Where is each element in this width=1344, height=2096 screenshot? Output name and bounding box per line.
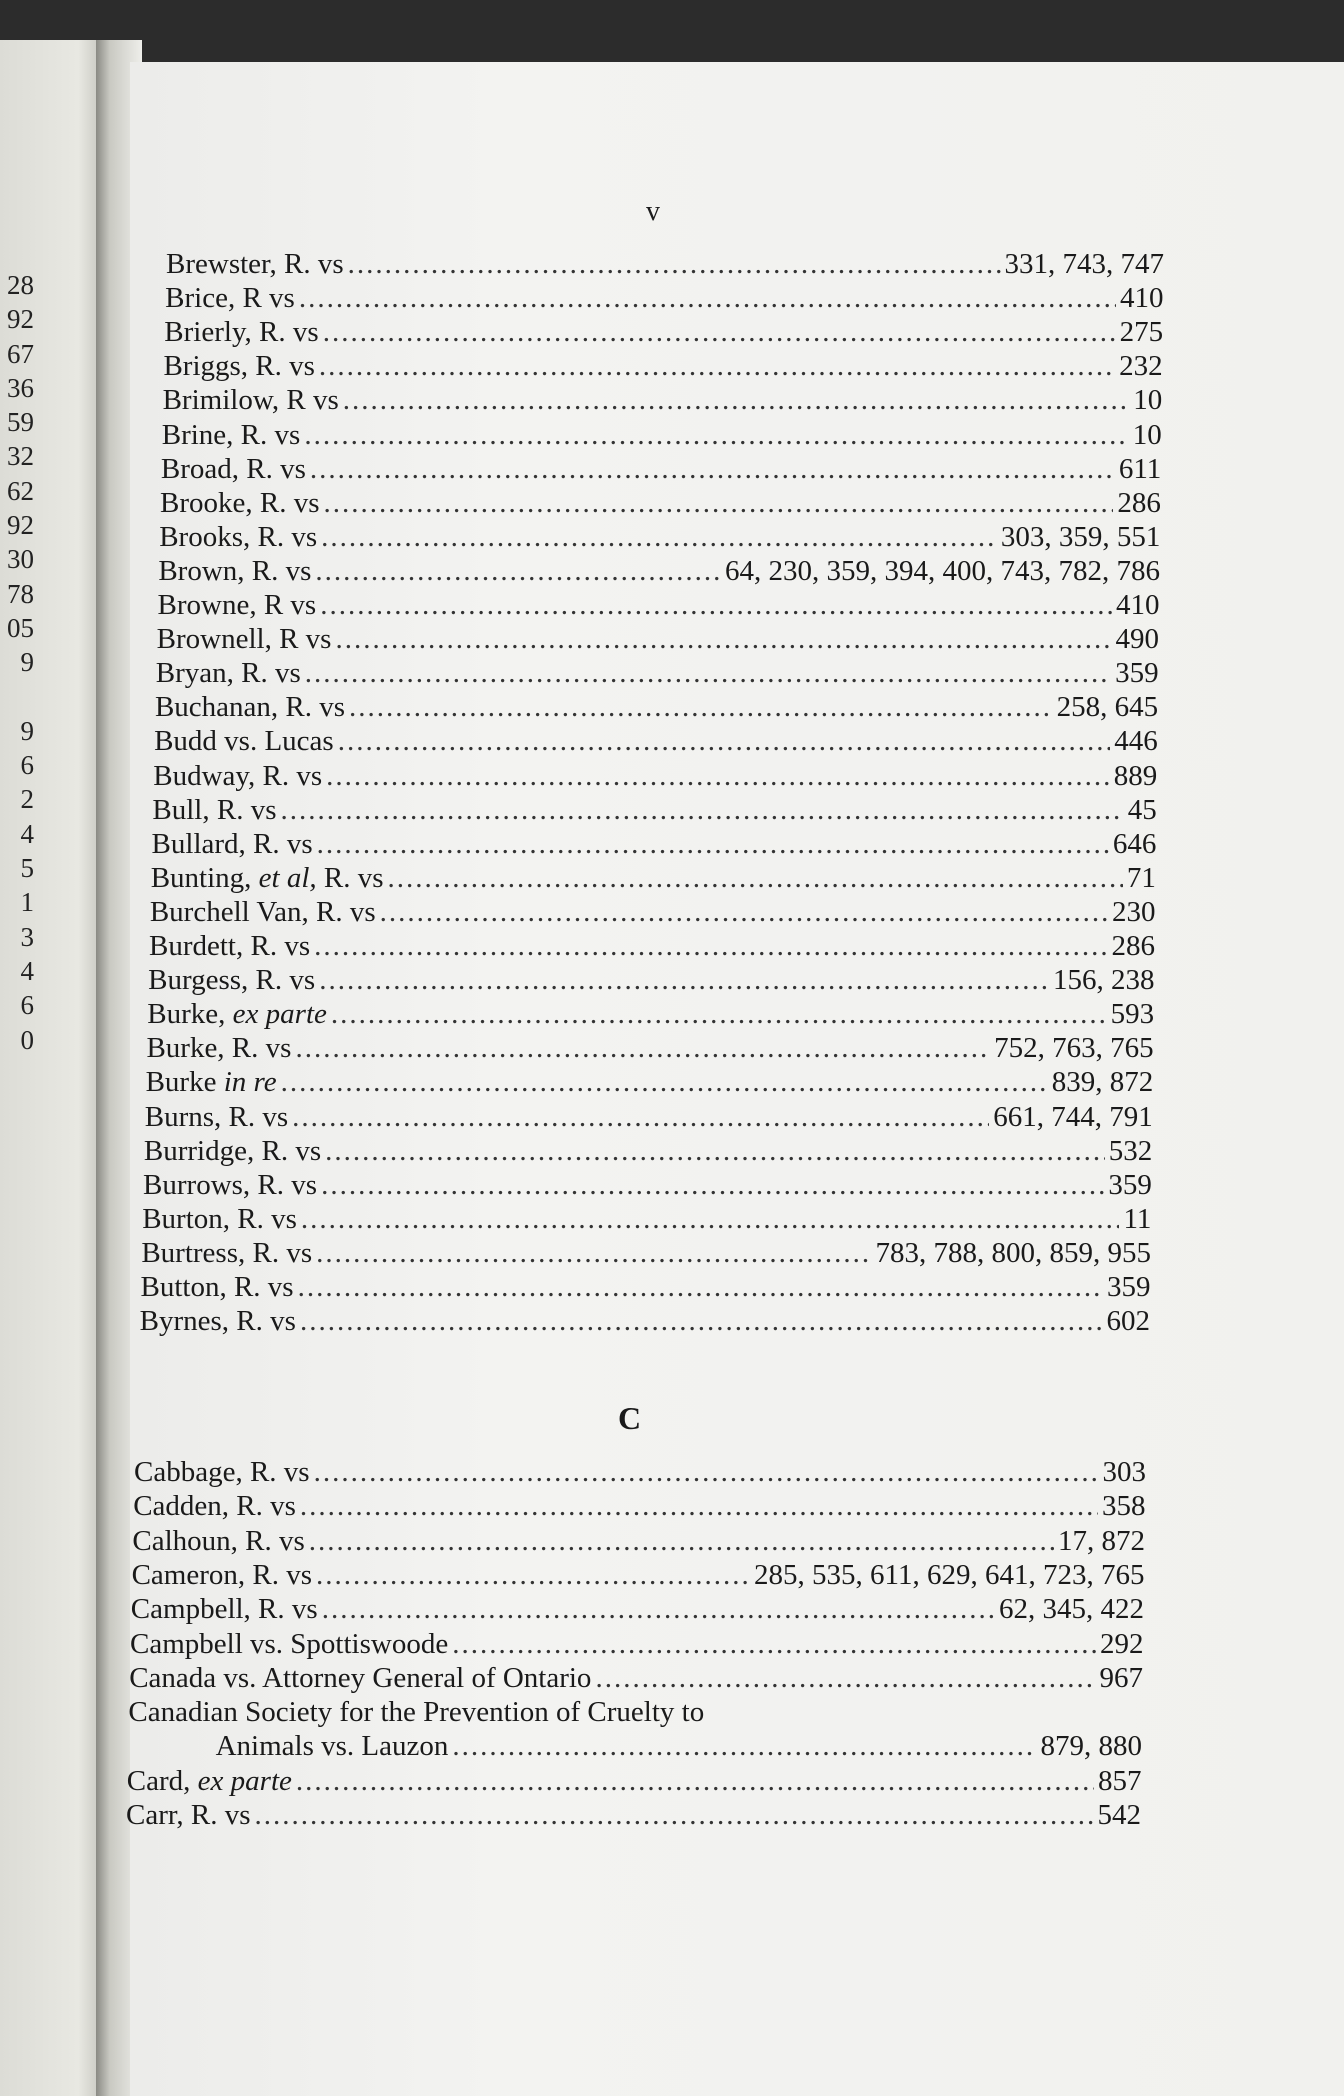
dot-leader [452, 1628, 1096, 1656]
entry-case-name: Burgess, R. vs [148, 964, 316, 997]
dot-leader [281, 1066, 1048, 1094]
entry-latin-phrase: ex parte [197, 1764, 292, 1797]
dot-leader [317, 828, 1109, 856]
entry-page-numbers: 410 [1120, 282, 1164, 315]
index-entry [132, 1525, 1145, 1559]
entry-page-numbers: 285, 535, 611, 629, 641, 723, 765 [754, 1558, 1145, 1591]
entry-page-numbers: 359 [1107, 1271, 1151, 1303]
entry-case-name: Burrows, R. vs [143, 1168, 318, 1201]
entry-page-numbers: 410 [1116, 589, 1160, 621]
index-entry [150, 896, 1156, 930]
dot-leader [321, 521, 997, 549]
entry-case-name: Briggs, R. vs [163, 350, 315, 383]
dot-leader [296, 1765, 1094, 1793]
entry-case-name: Burchell Van, R. vs [149, 895, 376, 928]
entry-page-numbers: 857 [1097, 1764, 1142, 1797]
facing-page-number: 3 [20, 921, 34, 952]
facing-page-number: 5 [20, 853, 34, 884]
entry-case-name: Campbell, R. vs [130, 1593, 318, 1626]
index-entry [152, 828, 1157, 862]
dot-leader [255, 1799, 1094, 1827]
entry-page-numbers: 542 [1097, 1799, 1141, 1831]
dot-leader [314, 930, 1107, 958]
entry-case-name: Buchanan, R. vs [154, 691, 346, 724]
facing-page-number: 4 [20, 818, 34, 849]
entry-page-numbers: 232 [1119, 350, 1163, 383]
index-entry [166, 248, 1164, 282]
entry-page-numbers: 331, 743, 747 [1004, 248, 1164, 280]
index-entry [157, 623, 1159, 657]
dot-leader [323, 316, 1116, 344]
entry-case-name: Brooke, R. vs [160, 486, 320, 519]
entry-case-name: Brown, R. vs [158, 554, 312, 587]
index-entry [163, 384, 1163, 418]
dot-leader [452, 1730, 1036, 1758]
index-entry [142, 1203, 1151, 1237]
facing-page-number: 67 [7, 338, 34, 369]
dot-leader [338, 725, 1110, 753]
index-entry [161, 453, 1161, 487]
entry-page-numbers: 303, 359, 551 [1000, 520, 1161, 553]
entry-case-name: Cabbage, R. vs [134, 1456, 310, 1488]
entry-case-name: Carr, R. vs [126, 1799, 251, 1831]
entry-page-numbers: 752, 763, 765 [994, 1032, 1154, 1065]
index-entry [154, 725, 1158, 759]
entry-case-name: Brice, R vs [165, 282, 295, 315]
entry-page-numbers: 593 [1110, 998, 1155, 1031]
entry-page-numbers: 532 [1108, 1134, 1153, 1167]
index-entry [126, 1799, 1141, 1833]
dot-leader [320, 589, 1112, 617]
dot-leader [314, 1456, 1099, 1484]
entry-page-numbers: 602 [1106, 1305, 1151, 1338]
entry-case-name: Burke, R. vs [146, 1032, 292, 1065]
facing-page-number [0, 680, 34, 714]
entry-page-numbers: 275 [1119, 316, 1164, 349]
index-entry-title-line: Canadian Society for the Prevention of Cruelty to [128, 1696, 705, 1729]
facing-page-number: 62 [7, 475, 34, 506]
entry-page-numbers: 646 [1112, 827, 1157, 860]
entry-case-name: Canada vs. Attorney General of Ontario [129, 1661, 592, 1694]
dot-leader [322, 1593, 995, 1621]
entry-case-name: Broad, R. vs [160, 452, 306, 485]
entry-case-name: Budway, R. vs [153, 759, 323, 792]
page-folio: v [646, 196, 660, 227]
index-entry [148, 964, 1154, 998]
entry-case-name: Brooks, R. vs [159, 520, 318, 553]
dot-leader [280, 794, 1123, 822]
entry-page-numbers: 258, 645 [1056, 691, 1159, 724]
entry-case-name: Burke in re [145, 1066, 277, 1099]
dot-leader [315, 555, 721, 583]
dot-leader [295, 1032, 990, 1060]
facing-page-number: 9 [20, 647, 34, 678]
index-entry [127, 1765, 1142, 1799]
dot-leader [309, 1525, 1054, 1553]
facing-page-number: 1 [20, 887, 34, 918]
index-entry [129, 1662, 1143, 1696]
entry-case-name: Bullard, R. vs [151, 827, 313, 860]
index-entry [163, 350, 1162, 384]
index-entry [141, 1237, 1151, 1271]
dot-leader [343, 384, 1129, 412]
facing-page-number: 28 [7, 270, 34, 300]
entry-latin-phrase: et al, [258, 861, 317, 894]
index-entry [132, 1559, 1145, 1593]
index-entry [130, 1628, 1144, 1662]
entry-page-numbers: 359 [1108, 1168, 1152, 1201]
entry-case-name: Brewster, R. vs [166, 248, 344, 280]
entry-case-name: Budd vs. Lucas [154, 725, 334, 758]
facing-page-number: 78 [7, 578, 34, 609]
dot-leader [349, 691, 1053, 719]
entry-page-numbers: 967 [1099, 1661, 1143, 1694]
entry-page-numbers: 359 [1115, 657, 1159, 690]
entry-page-numbers: 303 [1102, 1456, 1146, 1488]
dot-leader [388, 862, 1123, 890]
entry-page-numbers: 783, 788, 800, 859, 955 [875, 1236, 1151, 1269]
facing-page-number: 36 [7, 372, 34, 403]
entry-case-name: Button, R. vs [140, 1271, 294, 1303]
index-entry [155, 691, 1158, 725]
index-entry [160, 487, 1161, 521]
dot-leader [595, 1662, 1095, 1690]
entry-case-name: Brierly, R. vs [164, 316, 319, 349]
dot-leader [300, 1305, 1103, 1333]
dot-leader [380, 896, 1108, 924]
index-entry [162, 419, 1162, 453]
dot-leader [298, 1271, 1103, 1299]
index-entry [144, 1135, 1152, 1169]
dot-leader [316, 1559, 750, 1587]
entry-page-numbers: 17, 872 [1057, 1524, 1145, 1557]
index-entry [134, 1456, 1146, 1490]
entry-page-numbers: 292 [1100, 1627, 1144, 1660]
dot-leader [319, 964, 1049, 992]
dot-leader [325, 1135, 1105, 1163]
entry-page-numbers: 10 [1132, 418, 1162, 451]
facing-page-number: 6 [20, 750, 34, 781]
index-entry [146, 1066, 1154, 1100]
entry-case-name: Calhoun, R. vs [132, 1524, 305, 1557]
index-entry [156, 657, 1159, 691]
entry-case-name: Burke, ex parte [147, 998, 327, 1031]
facing-page-number: 92 [7, 510, 34, 541]
entry-page-numbers: 64, 230, 359, 394, 400, 743, 782, 786 [724, 554, 1160, 587]
entry-case-name: Burns, R. vs [144, 1100, 289, 1133]
entry-case-name: Burridge, R. vs [143, 1134, 322, 1167]
entry-case-name: Bryan, R. vs [155, 657, 301, 690]
index-entry [152, 794, 1156, 828]
index-entry [159, 521, 1160, 555]
index-entry [147, 998, 1154, 1032]
dot-leader [292, 1101, 989, 1129]
index-entry [141, 1271, 1151, 1305]
entry-case-name: Bull, R. vs [152, 793, 277, 826]
entry-case-name: Cadden, R. vs [133, 1490, 296, 1523]
dot-leader [316, 1237, 871, 1265]
entry-case-name: Brownell, R vs [156, 623, 332, 656]
index-entry [153, 760, 1157, 794]
facing-page-number: 2 [20, 784, 34, 815]
entry-case-name: Brine, R. vs [161, 418, 301, 451]
entry-page-numbers: 446 [1114, 725, 1158, 758]
facing-page-number: 32 [7, 441, 34, 472]
index-entry [158, 589, 1160, 623]
dot-leader [304, 419, 1128, 447]
entry-case-name: Card, ex parte [126, 1764, 292, 1797]
index-entry [143, 1169, 1152, 1203]
entry-page-numbers: 661, 744, 791 [993, 1100, 1153, 1133]
index-entry [158, 555, 1160, 589]
entry-page-numbers: 10 [1133, 384, 1163, 417]
facing-page-number: 59 [7, 407, 34, 438]
entry-case-name: Browne, R vs [157, 589, 317, 621]
facing-page-number: 30 [7, 544, 34, 575]
facing-page-numbers [0, 268, 34, 1057]
facing-page-number: 6 [20, 990, 34, 1021]
scan-top-border [0, 0, 1344, 70]
dot-leader [299, 282, 1116, 310]
facing-page-number: 0 [20, 1024, 34, 1055]
dot-leader [324, 487, 1114, 515]
entry-case-name: Cameron, R. vs [131, 1558, 313, 1591]
entry-latin-phrase: in re [223, 1066, 277, 1099]
entry-page-numbers: 611 [1118, 452, 1162, 485]
entry-page-numbers: 879, 880 [1040, 1730, 1142, 1763]
dot-leader [321, 1169, 1104, 1197]
entry-case-name: Animals vs. Lauzon [215, 1730, 449, 1763]
entry-page-numbers: 230 [1111, 895, 1156, 928]
dot-leader [326, 760, 1110, 788]
dot-leader [301, 1203, 1120, 1231]
dot-leader [300, 1490, 1098, 1518]
index-entry [140, 1305, 1150, 1339]
dot-leader [305, 657, 1111, 685]
facing-page-number: 05 [7, 612, 34, 643]
index-entry [146, 1032, 1153, 1066]
entry-page-numbers: 71 [1126, 861, 1156, 894]
index-entry [151, 862, 1156, 896]
entry-case-name: Burtress, R. vs [141, 1236, 313, 1269]
entry-page-numbers: 45 [1127, 793, 1157, 826]
entry-case-name: Burdett, R. vs [149, 930, 311, 962]
facing-page-number: 92 [7, 304, 34, 335]
entry-page-numbers: 286 [1117, 486, 1161, 519]
facing-page-number: 4 [20, 955, 34, 986]
index-entry [216, 1730, 1142, 1764]
entry-latin-phrase: ex parte [232, 998, 327, 1031]
index-entry [145, 1101, 1153, 1135]
entry-case-name: Campbell vs. Spottiswoode [130, 1627, 449, 1660]
dot-leader [348, 248, 1001, 276]
entry-page-numbers: 490 [1115, 623, 1160, 656]
dot-leader [331, 998, 1107, 1026]
entry-case-name: Byrnes, R. vs [139, 1305, 296, 1338]
index-entry [149, 930, 1155, 964]
index-entry [164, 316, 1163, 350]
entry-page-numbers: 889 [1113, 759, 1158, 792]
index-entry [165, 282, 1163, 316]
dot-leader [335, 623, 1111, 651]
index-entry [131, 1593, 1144, 1627]
entry-page-numbers: 62, 345, 422 [998, 1593, 1144, 1626]
dot-leader [319, 350, 1115, 378]
entry-case-name: Brimilow, R vs [162, 384, 339, 417]
entry-page-numbers: 156, 238 [1053, 964, 1155, 997]
entry-page-numbers: 286 [1111, 930, 1155, 962]
section-heading-c: C [618, 1400, 642, 1436]
facing-page-number: 9 [20, 715, 34, 746]
dot-leader [310, 453, 1115, 481]
entry-page-numbers: 839, 872 [1051, 1066, 1154, 1099]
index-entry [133, 1490, 1145, 1524]
entry-case-name: Burton, R. vs [142, 1202, 297, 1235]
entry-case-name: Bunting, et al, R. vs [150, 861, 384, 894]
entry-page-numbers: 358 [1101, 1490, 1146, 1523]
entry-page-numbers: 11 [1123, 1202, 1152, 1235]
